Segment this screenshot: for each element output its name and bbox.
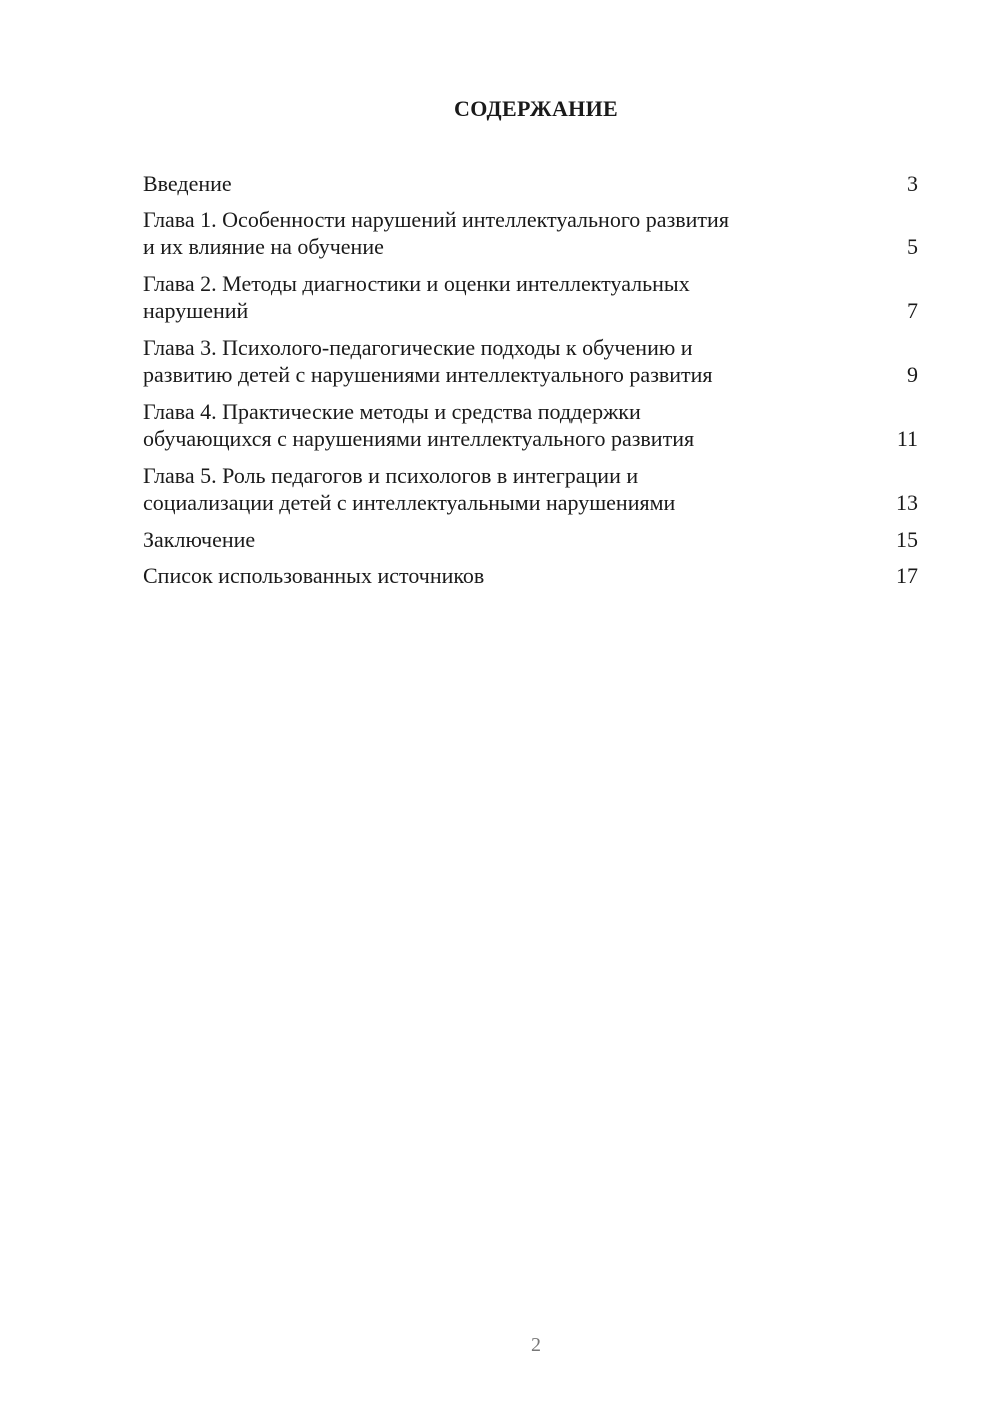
toc-entry-text: Глава 1. Особенности нарушений интеллектуального развития и их влияние на обучение	[143, 207, 729, 259]
toc-entry-page: 17	[896, 563, 918, 588]
toc-entry-chapter-4[interactable]	[143, 398, 918, 452]
toc-entry-page: 3	[907, 171, 918, 196]
toc-entry-introduction[interactable]	[143, 170, 918, 197]
toc-entry-page: 5	[907, 234, 918, 259]
toc-entry-page: 9	[907, 362, 918, 387]
page-number: 2	[531, 1334, 541, 1356]
toc-entry-page: 13	[896, 490, 918, 515]
toc-entry-text: Введение	[143, 171, 232, 196]
toc-entry-text: Список использованных источников	[143, 563, 485, 588]
toc-entry-text: Заключение	[143, 527, 256, 552]
toc-entry-references[interactable]	[143, 562, 918, 589]
table-of-contents	[143, 170, 918, 598]
page-title: СОДЕРЖАНИЕ	[454, 96, 618, 121]
toc-entry-chapter-5[interactable]	[143, 462, 918, 516]
toc-entry-conclusion[interactable]	[143, 526, 918, 553]
toc-entry-page: 15	[896, 527, 918, 552]
toc-entry-text: Глава 2. Методы диагностики и оценки интеллектуальных нарушений	[143, 271, 690, 323]
toc-entry-chapter-1[interactable]	[143, 206, 918, 260]
toc-entry-chapter-2[interactable]	[143, 270, 918, 324]
toc-entry-text: Глава 4. Практические методы и средства поддержки обучающихся с нарушениями интеллектуального развития	[143, 399, 695, 451]
toc-entry-page: 11	[896, 426, 918, 451]
toc-entry-text: Глава 5. Роль педагогов и психологов в интеграции и социализации детей с интеллектуальными нарушениями	[143, 463, 676, 515]
toc-entry-chapter-3[interactable]	[143, 334, 918, 388]
toc-entry-text: Глава 3. Психолого-педагогические подходы к обучению и развитию детей с нарушениями интеллектуального развития	[143, 335, 713, 387]
toc-entry-page: 7	[907, 298, 918, 323]
